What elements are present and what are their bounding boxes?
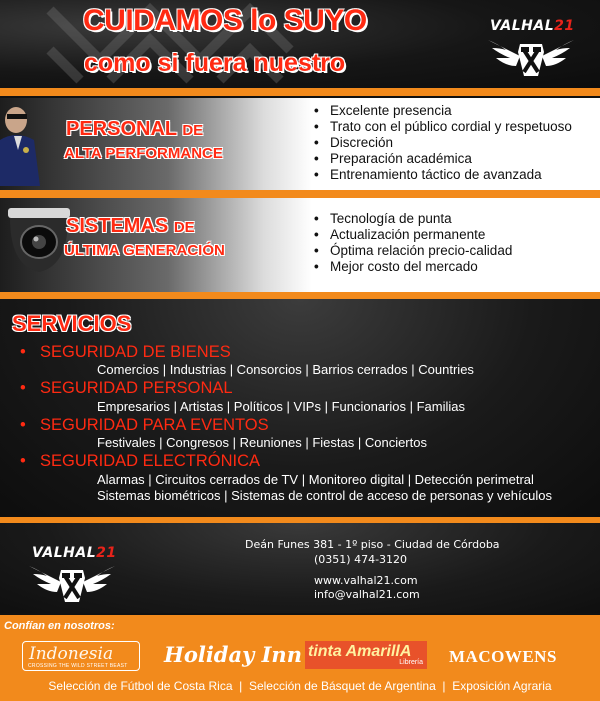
feature-personal-title: PERSONAL DE [66,118,204,140]
list-item: • Entrenamiento táctico de avanzada [314,167,572,183]
sponsors-label: Confían en nosotros: [4,620,115,632]
list-item: • Excelente presencia [314,103,572,119]
feature-personal-subtitle: ALTA PERFORMANCE [64,145,223,162]
sponsor-logo-tinta-amarilla [305,641,427,669]
logo-wordmark: VALHAL21 [32,545,117,561]
service-title: • SEGURIDAD PERSONAL [20,379,233,398]
list-item: • Trato con el público cordial y respetuoso [314,119,572,135]
security-guard-photo [0,100,42,186]
headline-sub: como si fuera nuestro [84,49,346,77]
list-item: • Discreción [314,135,572,151]
sponsor-name: tinta AmarillA [308,643,412,660]
list-item: • Tecnología de punta [314,211,512,227]
service-title: • SEGURIDAD DE BIENES [20,343,231,362]
contact-phone: (0351) 474-3120 [314,553,408,566]
brand-logo-top [486,18,578,80]
sponsor-tagline: CROSSING THE WILD STREET BEAST [28,663,128,669]
services-title: SERVICIOS [12,311,132,336]
contact-address: Deán Funes 381 - 1º piso - Ciudad de Córdoba [245,538,500,551]
divider-orange [0,190,600,198]
feature-sistemas-bullets [314,211,512,275]
sponsor-logo-holiday-inn: Holiday Inn [164,642,302,667]
divider-orange [0,88,600,96]
sponsor-logo-indonesia [22,641,140,671]
service-title: • SEGURIDAD PARA EVENTOS [20,416,269,435]
feature-personal-bullets [314,103,572,183]
feature-sistemas-subtitle: ÚLTIMA GENERACIÓN [64,242,225,259]
service-description: Sistemas biométricos | Sistemas de control de acceso de personas y vehículos [97,488,552,503]
feature-sistemas-title: SISTEMAS DE [66,215,195,237]
contact-email[interactable]: info@valhal21.com [314,588,420,601]
contact-website[interactable]: www.valhal21.com [314,574,418,587]
sponsor-name: Indonesia [29,644,114,664]
brand-logo-bottom [22,545,122,605]
list-item: • Preparación académica [314,151,572,167]
service-description: Alarmas | Circuitos cerrados de TV | Monitoreo digital | Detección perimetral [97,472,534,487]
sponsor-logo-macowens: MACOWENS [449,647,557,666]
headline-main: CUIDAMOS lo SUYO [83,4,367,37]
list-item: • Actualización permanente [314,227,512,243]
sponsor-tagline: Librería [399,659,423,666]
service-description: Empresarios | Artistas | Políticos | VIPs | Funcionarios | Familias [97,399,465,414]
eagle-hammers-icon [26,562,118,604]
divider-orange [0,292,600,299]
eagle-hammers-icon [486,36,576,78]
list-item: • Óptima relación precio-calidad [314,243,512,259]
sponsors-bottom-line: Selección de Fútbol de Costa Rica | Selección de Básquet de Argentina | Exposición Agraria [48,679,552,693]
service-title: • SEGURIDAD ELECTRÓNICA [20,452,260,471]
logo-wordmark: VALHAL21 [490,18,575,34]
service-description: Comercios | Industrias | Consorcios | Barrios cerrados | Countries [97,362,474,377]
service-description: Festivales | Congresos | Reuniones | Fiestas | Conciertos [97,435,427,450]
list-item: • Mejor costo del mercado [314,259,512,275]
